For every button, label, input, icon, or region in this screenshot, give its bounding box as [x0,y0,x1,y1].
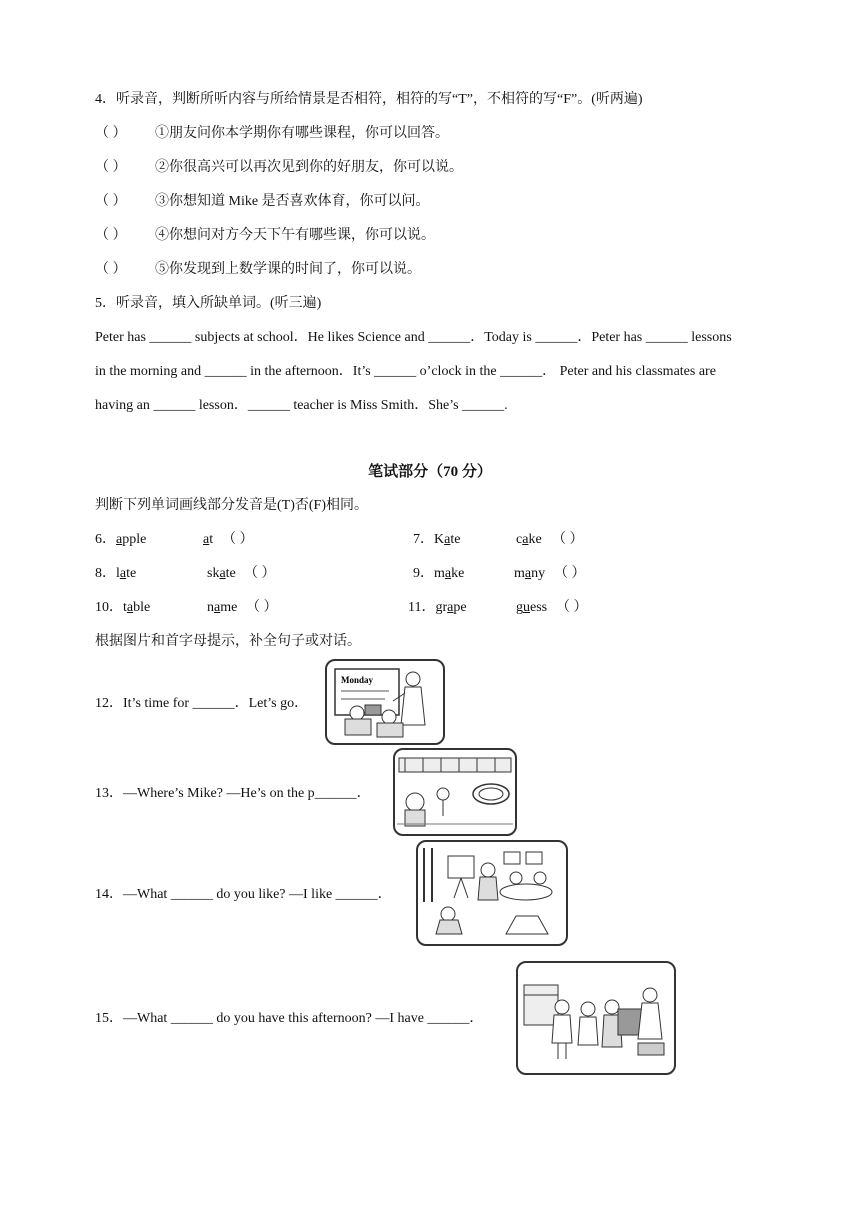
word-part: t [209,532,214,547]
word-part: ble [133,600,151,615]
answer-blank[interactable]: （ ） [246,600,278,615]
word-part: ess [530,600,548,615]
answer-blank[interactable]: （ ） [95,262,127,277]
q5-line-3: having an ______ lesson．______ teacher is Miss Smith．She’s ______. [95,398,508,413]
underlined-letter: a [219,566,226,581]
answer-blank[interactable]: （ ） [222,532,254,547]
underlined-letter: a [119,566,127,581]
word-part: ny [531,566,546,581]
item-number: 7． [413,532,434,547]
written-section-title: 笔试部分（70 分） [368,464,492,480]
q5-line-1: Peter has ______ subjects at school．He likes Science and ______．Today is ______．Peter has ______ lessons [95,330,732,345]
phonics-item-8 [95,565,136,583]
answer-blank[interactable]: （ ） [244,566,276,581]
q4-item-2 [95,159,463,177]
answer-blank[interactable]: （ ） [95,160,127,175]
q13-playground-picture [393,748,517,836]
q4-item-1 [95,125,449,143]
word-part: te [450,532,461,547]
q4-item-text: ④你想问对方今天下午有哪些课，你可以说。 [155,228,435,243]
answer-blank[interactable]: （ ） [552,532,584,547]
item-number: 10． [95,600,123,615]
item-number: 6． [95,532,116,547]
word-part: m [434,566,445,581]
underlined-letter: a [444,566,452,581]
word-part: pe [453,600,467,615]
phonics-item-10 [95,599,150,617]
underlined-letter: a [524,566,532,581]
word-part: me [220,600,238,615]
phonics-item-6-word2 [203,531,213,549]
answer-blank[interactable]: （ ） [95,194,127,209]
q12-classroom-picture [325,659,445,745]
q5-line-2: in the morning and ______ in the afternoon．It’s ______ o’clock in the ______． Peter and his classmates are [95,364,716,379]
phonics-item-7 [413,531,460,549]
item-number: 11． [408,600,436,615]
word-part: n [207,600,214,615]
q12-text: 12．It’s time for ______．Let’s go． [95,696,309,711]
word-part: te [225,566,236,581]
answer-blank[interactable]: （ ） [95,228,127,243]
answer-blank[interactable]: （ ） [556,600,588,615]
phonics-item-8-word2 [207,565,236,583]
q4-item-4 [95,227,435,245]
q4-item-text: ③你想知道 Mike 是否喜欢体育，你可以问。 [155,194,430,209]
word-part: te [126,566,137,581]
answer-blank[interactable]: （ ） [554,566,586,581]
word-part: t [123,600,127,615]
board-day-text: Monday [341,675,374,685]
q15-text: 15．—What ______ do you have this afternoon? —I have ______． [95,1011,484,1026]
word-part: l [116,566,120,581]
underlined-letter: a [126,600,134,615]
underlined-letter: a [214,600,221,615]
word-part: c [516,532,523,547]
word-part: K [434,532,445,547]
q15-music-room-picture [516,961,676,1075]
q4-item-5 [95,261,421,279]
q4-item-text: ②你很高兴可以再次见到你的好朋友，你可以说。 [155,160,463,175]
phonics-item-9-word2 [514,565,545,583]
underlined-letter: a [447,600,454,615]
phonics-item-11-word2 [516,599,547,617]
answer-blank[interactable]: （ ） [95,126,127,141]
word-part: ke [451,566,465,581]
phonics-item-6 [95,531,146,549]
q4-title: 4．听录音，判断所听内容与所给情景是否相符，相符的写“T”，不相符的写“F”。(听两遍) [95,92,643,107]
underlined-letter: a [522,532,529,547]
phonics-instruction: 判断下列单词画线部分发音是(T)否(F)相同。 [95,498,368,513]
underlined-letter: u [523,600,530,615]
q4-item-text: ①朋友问你本学期你有哪些课程，你可以回答。 [155,126,449,141]
q13-text: 13．—Where’s Mike? —He’s on the p______． [95,786,371,801]
word-part: sk [207,566,220,581]
q4-item-text: ⑤你发现到上数学课的时间了，你可以说。 [155,262,421,277]
underlined-letter: a [203,532,210,547]
word-part: pple [122,532,147,547]
q14-text: 14．—What ______ do you like? —I like ______． [95,887,392,902]
word-part: gr [435,600,448,615]
underlined-letter: a [444,532,451,547]
q5-title: 5．听录音，填入所缺单词。(听三遍) [95,296,322,311]
word-part: ke [528,532,542,547]
item-number: 8． [95,566,116,581]
phonics-item-10-word2 [207,599,237,617]
q14-art-room-picture [416,840,568,946]
word-part: g [516,600,523,615]
phonics-item-9 [413,565,464,583]
word-part: m [514,566,525,581]
phonics-item-7-word2 [516,531,542,549]
underlined-letter: a [116,532,123,547]
q4-item-3 [95,193,430,211]
phonics-item-11 [408,599,467,617]
picture-instruction: 根据图片和首字母提示，补全句子或对话。 [95,634,361,649]
item-number: 9． [413,566,434,581]
